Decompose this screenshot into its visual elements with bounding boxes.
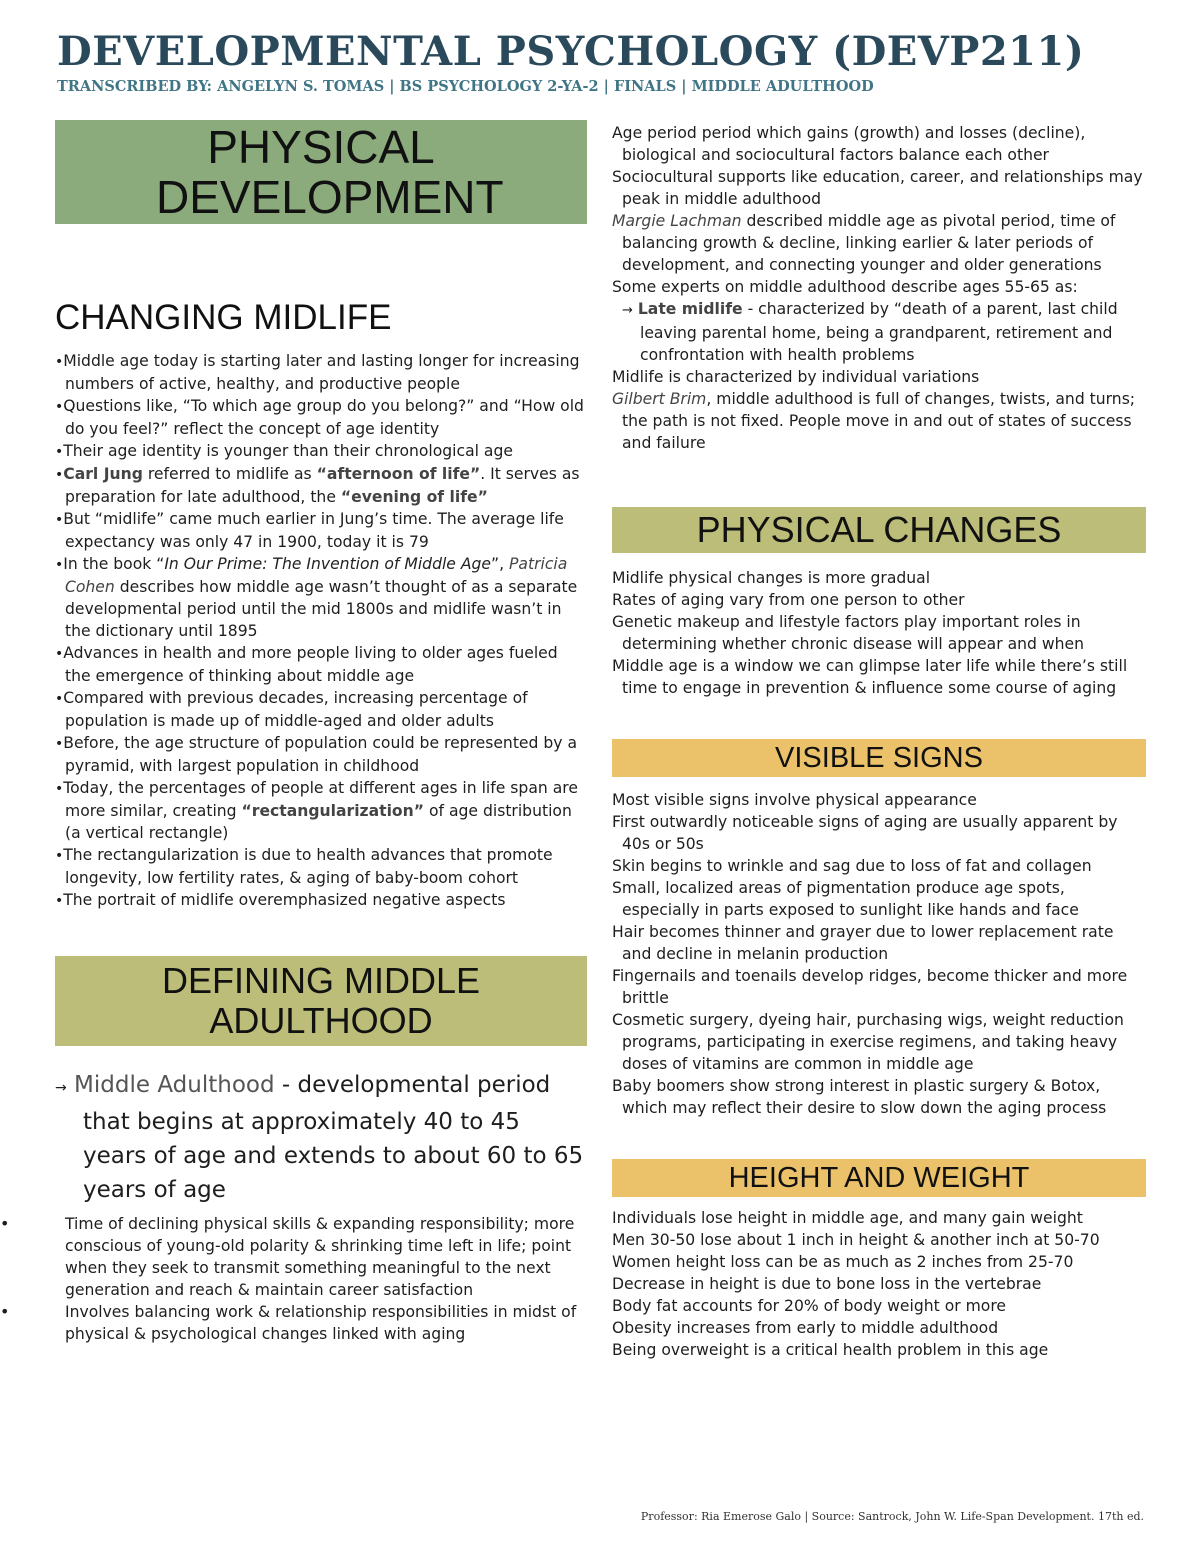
arrow-icon: → xyxy=(622,303,633,318)
height-weight-list xyxy=(612,1207,1146,1361)
banner-physical-changes xyxy=(612,507,1146,553)
list-item: Obesity increases from early to middle adulthood xyxy=(612,1319,999,1337)
list-item: Genetic makeup and lifestyle factors play important roles in determining whether chronic disease will appear and when xyxy=(612,613,1084,653)
name-margie-lachman: Margie Lachman xyxy=(612,212,742,230)
term-late-midlife: Late midlife xyxy=(637,300,743,318)
list-item: Rates of aging vary from one person to other xyxy=(612,591,965,609)
physical-changes-list xyxy=(612,567,1146,699)
list-item: Middle age is a window we can glimpse later life while there’s still time to engage in prevention & influence some course of aging xyxy=(612,657,1128,697)
list-item: •The rectangularization is due to health advances that promote longevity, low fertility rates, & aging of baby-boom cohort xyxy=(55,846,553,887)
bullet-icon: • xyxy=(55,646,64,662)
bullet-icon: • xyxy=(55,399,64,415)
list-item: •But “midlife” came much earlier in Jung’s time. The average life expectancy was only 47 in 1900, today it is 79 xyxy=(55,510,564,551)
list-item: Being overweight is a critical health problem in this age xyxy=(612,1341,1049,1359)
bullet-icon: • xyxy=(55,512,64,528)
list-item: Age period period which gains (growth) and losses (decline), biological and sociocultural factors balance each other xyxy=(612,124,1086,164)
list-item: •Middle age today is starting later and lasting longer for increasing numbers of active, healthy, and productive people xyxy=(55,352,580,393)
bullet-icon: • xyxy=(55,354,64,370)
banner-height-weight-label: HEIGHT AND WEIGHT xyxy=(728,1162,1030,1194)
banner-physical-development xyxy=(55,120,587,224)
list-item: •Before, the age structure of population could be represented by a pyramid, with largest population in childhood xyxy=(55,734,578,775)
banner-visible-signs-label: VISIBLE SIGNS xyxy=(775,742,983,774)
list-item: Skin begins to wrinkle and sag due to loss of fat and collagen xyxy=(612,857,1092,875)
list-item: •Advances in health and more people living to older ages fueled the emergence of thinking about middle age xyxy=(55,644,558,685)
document-title: DEVELOPMENTAL PSYCHOLOGY (DEVP211) xyxy=(57,28,1085,75)
bullet-icon: • xyxy=(55,444,64,460)
bullet-icon: • xyxy=(55,781,64,797)
list-item: •In the book “In Our Prime: The Invention of Middle Age”, Patricia Cohen describes how middle age wasn’t thought of as a separate developmental period until the mid 1800s and midlife wasn’t in the dictionary until 1895 xyxy=(55,555,578,640)
changing-midlife-list xyxy=(55,350,587,912)
intro-list xyxy=(612,122,1146,454)
list-item: Midlife is characterized by individual variations xyxy=(612,368,980,386)
list-item: Most visible signs involve physical appearance xyxy=(612,791,977,809)
list-item: Men 30-50 lose about 1 inch in height & another inch at 50-70 xyxy=(612,1231,1100,1249)
bullet-icon: • xyxy=(55,557,64,573)
list-item: Fingernails and toenails develop ridges, become thicker and more brittle xyxy=(612,967,1128,1007)
list-item: Cosmetic surgery, dyeing hair, purchasing wigs, weight reduction programs, participating in exercise regimens, and taking heavy doses of vitamins are common in middle age xyxy=(612,1011,1124,1073)
term-rectangularization: “rectangularization” xyxy=(241,802,424,820)
middle-adulthood-definition: → Middle Adulthood - developmental period that begins at approximately 40 to 45 years of age and extends to about 60 to 65 years of age xyxy=(55,1072,584,1203)
bullet-icon: • xyxy=(55,467,64,483)
banner-visible-signs xyxy=(612,739,1146,777)
banner-defining-middle-adulthood xyxy=(55,956,587,1046)
list-item: Decrease in height is due to bone loss in the vertebrae xyxy=(612,1275,1042,1293)
document-subtitle: TRANSCRIBED BY: ANGELYN S. TOMAS | BS PSYCHOLOGY 2-YA-2 | FINALS | MIDDLE ADULTHOOD xyxy=(57,78,874,95)
list-item: Some experts on middle adulthood describe ages 55-65 as: xyxy=(612,278,1078,296)
list-item: Hair becomes thinner and grayer due to lower replacement rate and decline in melanin production xyxy=(612,923,1114,963)
bullet-icon: • xyxy=(55,848,64,864)
list-item: •The portrait of midlife overemphasized negative aspects xyxy=(55,891,506,909)
list-item: •Questions like, “To which age group do you belong?” and “How old do you feel?” reflect the concept of age identity xyxy=(55,397,584,438)
list-item: •Carl Jung referred to midlife as “afternoon of life”. It serves as preparation for late adulthood, the “evening of life” xyxy=(55,465,580,506)
list-item: •Today, the percentages of people at different ages in life span are more similar, creating “rectangularization” of age distribution (a vertical rectangle) xyxy=(55,779,578,842)
list-item: •Their age identity is younger than their chronological age xyxy=(55,442,513,460)
bullet-icon: • xyxy=(55,893,64,909)
list-item: • Involves balancing work & relationship responsibilities in midst of physical & psychological changes linked with aging xyxy=(0,1302,577,1343)
bullet-icon: • xyxy=(55,736,64,752)
left-column xyxy=(0,120,587,1345)
visible-signs-list xyxy=(612,789,1146,1119)
list-item: • Time of declining physical skills & expanding responsibility; more conscious of young-old polarity & shrinking time left in life; point when they seek to transmit something meaningful to the next generation and reach & maintain career satisfaction xyxy=(0,1214,575,1299)
bullet-icon: • xyxy=(0,1302,10,1321)
list-item: Individuals lose height in middle age, and many gain weight xyxy=(612,1209,1083,1227)
arrow-icon: → xyxy=(55,1080,67,1096)
list-item: Sociocultural supports like education, career, and relationships may peak in middle adulthood xyxy=(612,168,1143,208)
list-item: •Compared with previous decades, increasing percentage of population is made up of middle-aged and older adults xyxy=(55,689,528,730)
list-item: Small, localized areas of pigmentation produce age spots, especially in parts exposed to sunlight like hands and face xyxy=(612,879,1079,919)
banner-defining-label: DEFINING MIDDLE ADULTHOOD xyxy=(161,960,481,1041)
bullet-icon: • xyxy=(0,1214,10,1233)
banner-height-and-weight xyxy=(612,1159,1146,1197)
term-middle-adulthood: Middle Adulthood xyxy=(74,1072,275,1098)
list-item: Margie Lachman described middle age as pivotal period, time of balancing growth & decline, linking earlier & later periods of development, and connecting younger and older generations xyxy=(612,212,1116,274)
name-gilbert-brim: Gilbert Brim xyxy=(612,390,707,408)
right-column xyxy=(612,122,1146,1361)
list-item: Baby boomers show strong interest in plastic surgery & Botox, which may reflect their desire to slow down the aging process xyxy=(612,1077,1107,1117)
banner-physical-development-label: PHYSICAL DEVELOPMENT xyxy=(156,121,504,223)
banner-physical-changes-label: PHYSICAL CHANGES xyxy=(696,509,1062,550)
footer-source: Professor: Ria Emerose Galo | Source: Santrock, John W. Life-Span Development. 17th ed. xyxy=(640,1510,1144,1523)
bullet-icon: • xyxy=(55,691,64,707)
list-item: Midlife physical changes is more gradual xyxy=(612,569,931,587)
list-item: → Late midlife - characterized by “death of a parent, last child leaving parental home, being a grandparent, retirement and confrontation with health problems xyxy=(622,300,1118,364)
defining-list xyxy=(0,1213,587,1345)
list-item: Gilbert Brim, middle adulthood is full of changes, twists, and turns; the path is not fixed. People move in and out of states of success and failure xyxy=(612,390,1136,452)
heading-changing-midlife: CHANGING MIDLIFE xyxy=(55,298,392,337)
name-patricia-cohen: Patricia Cohen xyxy=(65,555,568,596)
list-item: Body fat accounts for 20% of body weight or more xyxy=(612,1297,1007,1315)
book-title: In Our Prime: The Invention of Middle Age xyxy=(164,555,492,573)
list-item: Women height loss can be as much as 2 inches from 25-70 xyxy=(612,1253,1074,1271)
list-item: First outwardly noticeable signs of aging are usually apparent by 40s or 50s xyxy=(612,813,1118,853)
name-carl-jung: Carl Jung xyxy=(63,465,143,483)
